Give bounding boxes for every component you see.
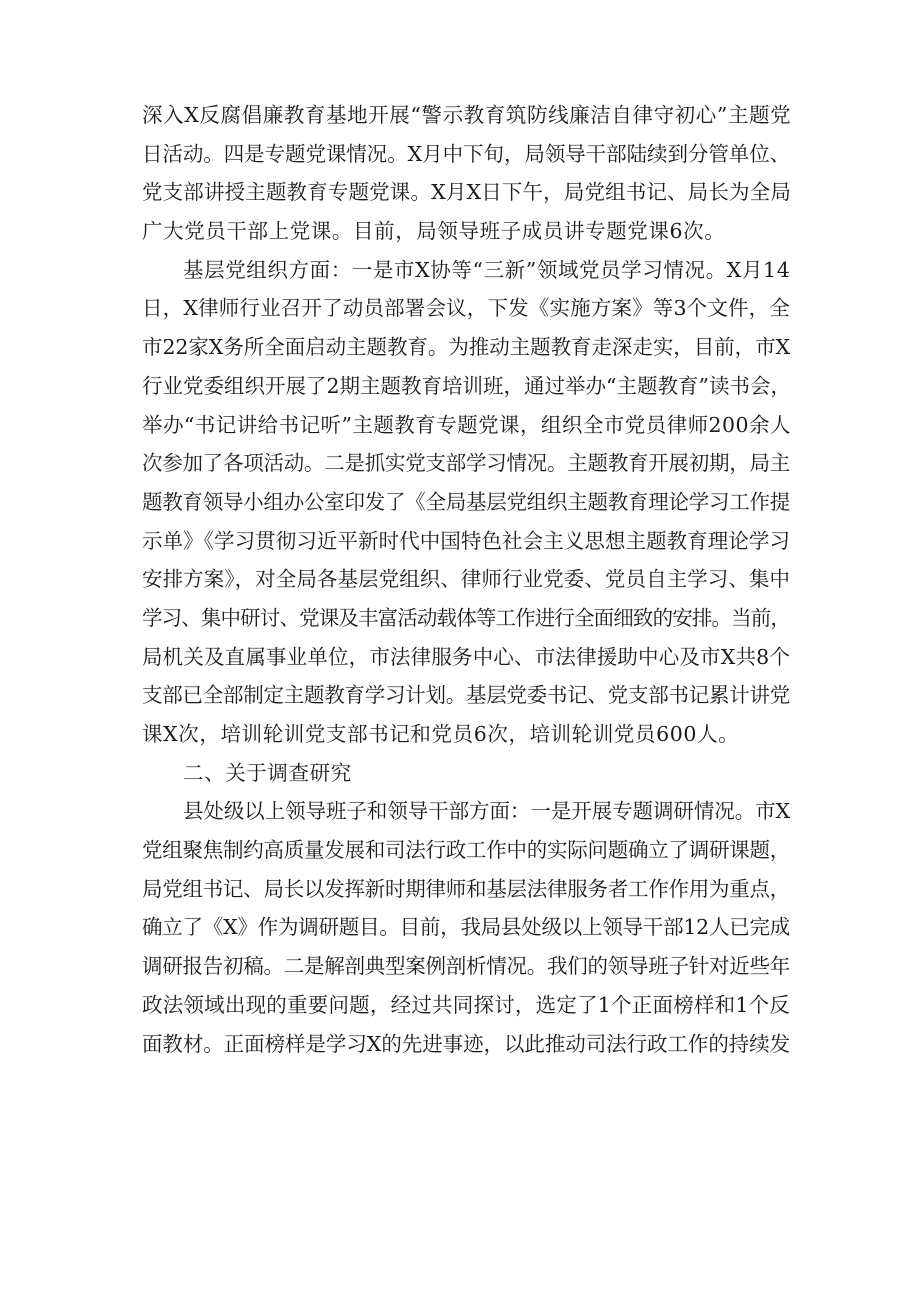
text-line: 日，X律师行业召开了动员部署会议，下发《实施方案》等3个文件，全 bbox=[142, 296, 790, 321]
text-line: 学习、集中研讨、党课及丰富活动载体等工作进行全面细致的安排。当前， bbox=[142, 605, 790, 630]
text-line: 次参加了各项活动。二是抓实党支部学习情况。主题教育开展初期，局主 bbox=[142, 451, 790, 476]
document-body bbox=[142, 96, 790, 1063]
text-line: 政法领域出现的重要问题，经过共同探讨，选定了1个正面榜样和1个反 bbox=[142, 992, 790, 1017]
text-line: 局机关及直属事业单位，市法律服务中心、市法律援助中心及市X共8个 bbox=[142, 644, 790, 669]
text-line: 调研报告初稿。二是解剖典型案例剖析情况。我们的领导班子针对近些年 bbox=[142, 954, 790, 979]
text-line: 支部已全部制定主题教育学习计划。基层党委书记、党支部书记累计讲党 bbox=[142, 683, 790, 708]
paragraph-start-line: 基层党组织方面：一是市X协等“三新”领域党员学习情况。X月14 bbox=[183, 257, 791, 282]
text-line: 市22家X务所全面启动主题教育。为推动主题教育走深走实，目前，市X bbox=[142, 335, 790, 360]
text-line: 行业党委组织开展了2期主题教育培训班，通过举办“主题教育”读书会， bbox=[142, 373, 792, 398]
text-line: 党支部讲授主题教育专题党课。X月X日下午，局党组书记、局长为全局 bbox=[142, 180, 791, 205]
paragraph-start-line: 县处级以上领导班子和领导干部方面：一是开展专题调研情况。市X bbox=[183, 799, 790, 824]
text-line: 确立了《X》作为调研题目。目前，我局县处级以上领导干部12人已完成 bbox=[142, 915, 790, 940]
text-line: 局党组书记、局长以发挥新时期律师和基层法律服务者工作作用为重点， bbox=[142, 876, 790, 901]
text-line: 课X次，培训轮训党支部书记和党员6次，培训轮训党员600人。 bbox=[142, 722, 740, 746]
text-line: 深入X反腐倡廉教育基地开展“警示教育筑防线廉洁自律守初心”主题党 bbox=[142, 103, 792, 127]
section-heading: 二、关于调查研究 bbox=[183, 760, 352, 785]
text-line: 广大党员干部上党课。目前，局领导班子成员讲专题党课6次。 bbox=[142, 219, 726, 244]
text-line: 党组聚焦制约高质量发展和司法行政工作中的实际问题确立了调研课题， bbox=[142, 838, 790, 863]
text-line: 日活动。四是专题党课情况。X月中下旬，局领导干部陆续到分管单位、 bbox=[142, 141, 790, 166]
text-line: 面教材。正面榜样是学习X的先进事迹，以此推动司法行政工作的持续发 bbox=[142, 1031, 790, 1056]
text-line: 题教育领导小组办公室印发了《全局基层党组织主题教育理论学习工作提 bbox=[142, 489, 790, 514]
text-line: 安排方案》，对全局各基层党组织、律师行业党委、党员自主学习、集中 bbox=[142, 567, 790, 592]
text-line: 示单》《学习贯彻习近平新时代中国特色社会主义思想主题教育理论学习 bbox=[142, 528, 790, 553]
text-line: 举办“书记讲给书记听”主题教育专题党课，组织全市党员律师200余人 bbox=[142, 412, 791, 437]
